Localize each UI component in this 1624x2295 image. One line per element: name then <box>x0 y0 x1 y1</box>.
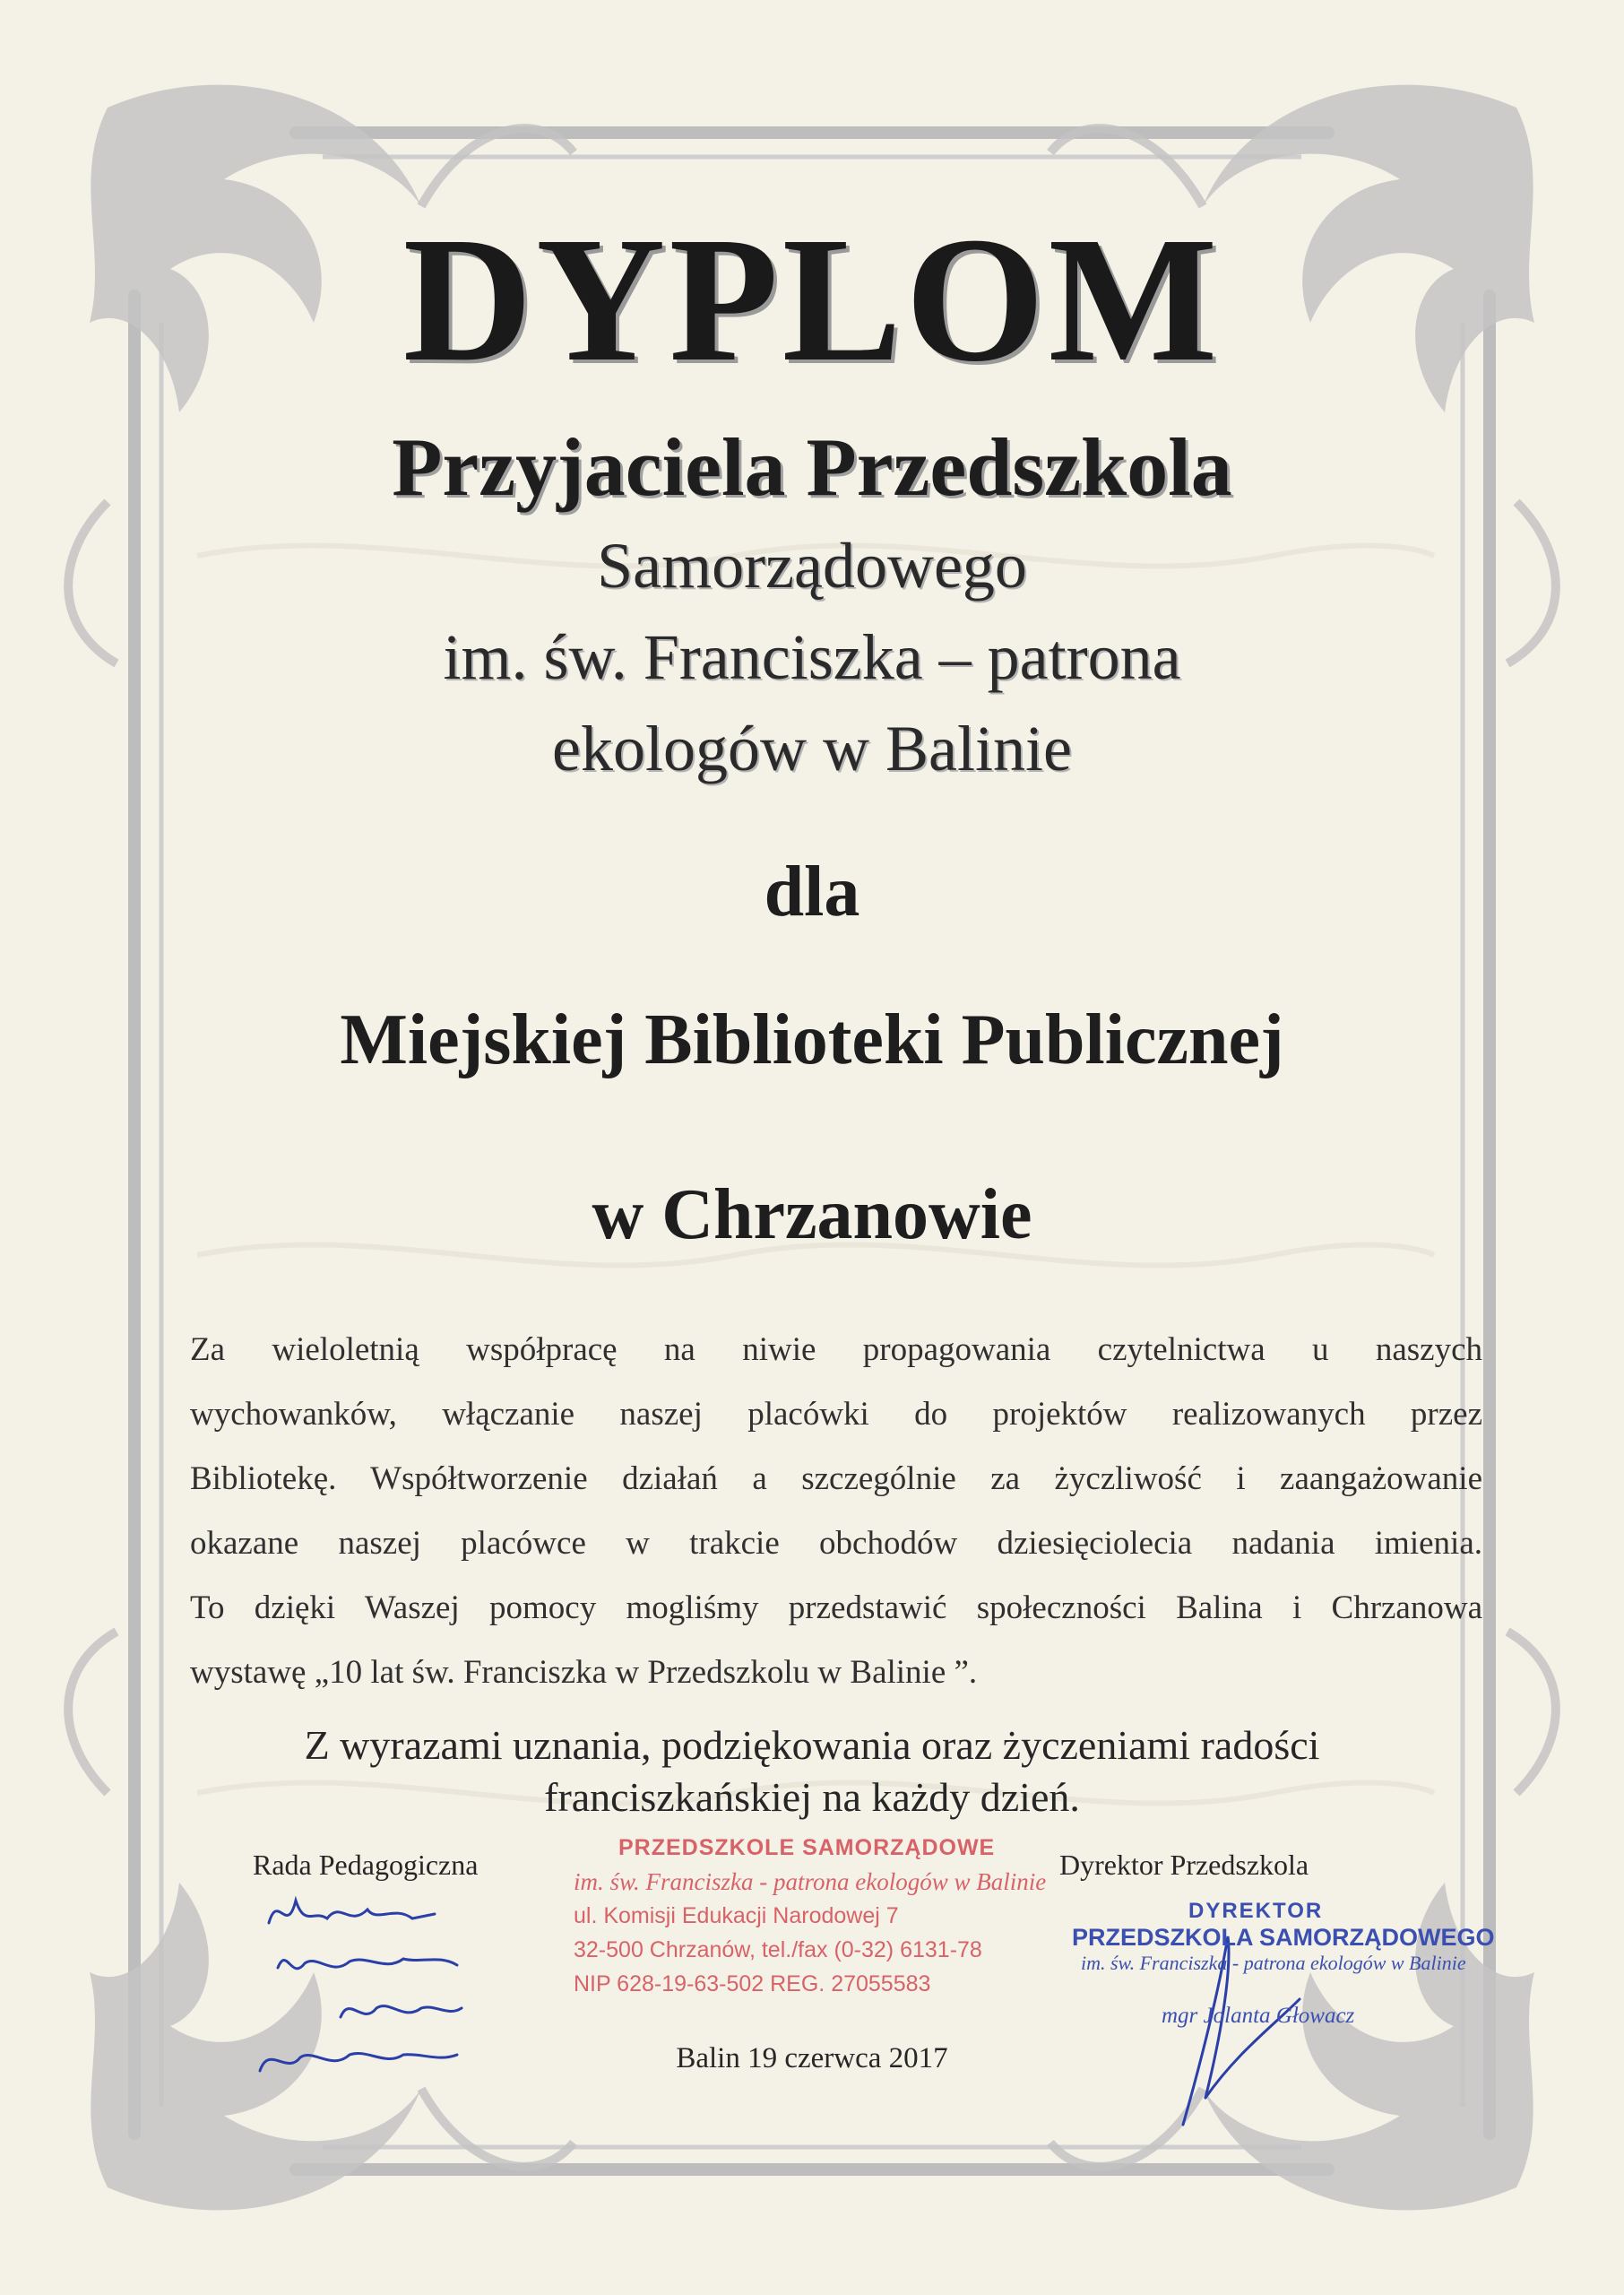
dedication-line: Za wieloletnią współpracę na niwie propagowania czytelnictwa u naszych <box>190 1331 1482 1368</box>
director-stamp-line: PRZEDSZKOLA SAMORZĄDOWEGO <box>1072 1924 1495 1951</box>
director-stamp-line: DYREKTOR <box>1188 1899 1324 1923</box>
dedication-line: Bibliotekę. Współtworzenie działań a szczególnie za życzliwość i zaangażowanie <box>190 1460 1482 1497</box>
closing-wishes <box>0 1719 1624 1823</box>
dedication-line: To dzięki Waszej pomocy mogliśmy przedstawić społeczności Balina i Chrzanowa <box>190 1589 1482 1626</box>
subtitle-line-4: ekologów w Balinie <box>552 713 1072 784</box>
right-signatory-title: Dyrektor Przedszkola <box>1059 1849 1309 1881</box>
recipient-line-2: w Chrzanowie <box>592 1175 1032 1254</box>
diploma-title: DYPLOM <box>402 201 1222 399</box>
subtitle-line-1: Przyjaciela Przedszkola <box>392 421 1232 513</box>
closing-line-1: Z wyrazami uznania, podziękowania oraz życzeniami radości <box>304 1722 1320 1768</box>
school-stamp-line: ul. Komisji Edukacji Narodowej 7 <box>574 1903 899 1928</box>
school-stamp <box>574 1831 1047 2010</box>
school-stamp-line: NIP 628-19-63-502 REG. 27055583 <box>574 1971 931 1996</box>
closing-line-2: franciszkańskiej na każdy dzień. <box>544 1774 1080 1820</box>
director-stamp-line: im. św. Franciszka - patrona ekologów w Balinie <box>1081 1952 1466 1974</box>
dedication-text <box>190 1318 1482 1705</box>
dedication-line: okazane naszej placówce w trakcie obchodów dziesięciolecia nadania imienia. <box>190 1525 1482 1562</box>
left-signatory-title: Rada Pedagogiczna <box>253 1849 479 1881</box>
school-stamp-line: PRZEDSZKOLE SAMORZĄDOWE <box>618 1835 996 1860</box>
place-and-date: Balin 19 czerwca 2017 <box>676 2042 948 2074</box>
recipient-line-1: Miejskiej Biblioteki Publicznej <box>340 1000 1284 1079</box>
subtitle-line-3: im. św. Franciszka – patrona <box>443 621 1181 693</box>
director-stamp <box>1072 1899 1495 2033</box>
school-stamp-line: 32-500 Chrzanów, tel./fax (0-32) 6131-78 <box>574 1937 982 1962</box>
for-label: dla <box>764 853 860 931</box>
school-stamp-line: im. św. Franciszka - patrona ekologów w Balinie <box>574 1868 1047 1895</box>
dedication-line: wychowanków, włączanie naszej placówki do projektów realizowanych przez <box>190 1396 1482 1433</box>
director-stamp-line: mgr Jolanta Głowacz <box>1162 2004 1355 2028</box>
subtitle-line-2: Samorządowego <box>597 530 1027 602</box>
dedication-line: wystawę „10 lat św. Franciszka w Przedszkolu w Balinie ”. <box>190 1654 978 1691</box>
